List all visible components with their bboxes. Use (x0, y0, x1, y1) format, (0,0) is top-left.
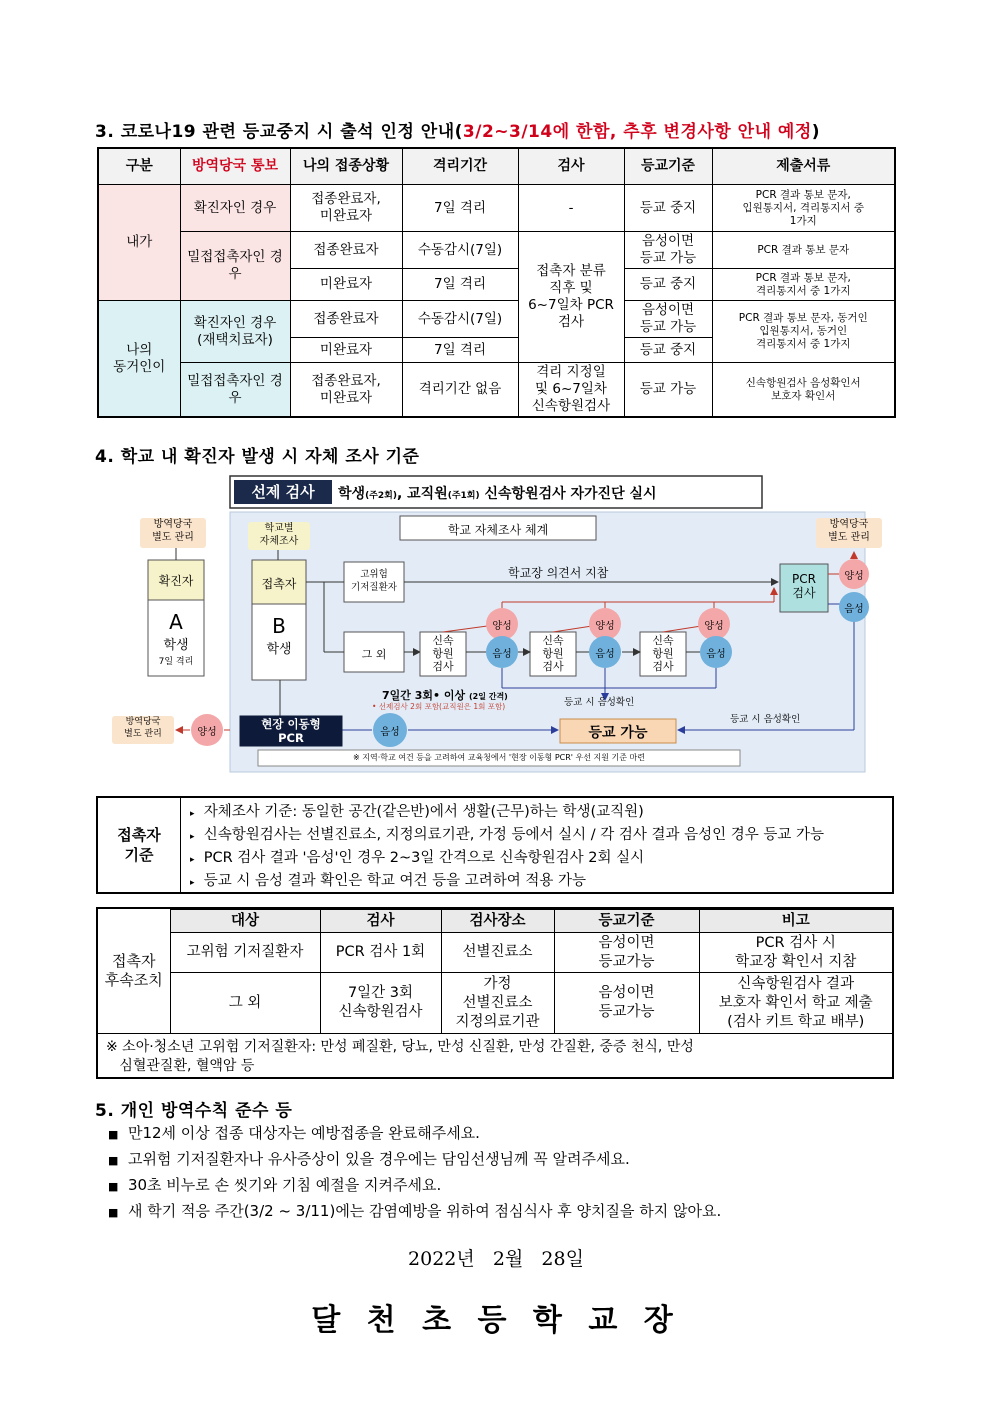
header-documents: 제출서류 (712, 148, 895, 185)
cell: 접종완료자, 미완료자 (290, 363, 402, 418)
confirm-negative-2: 등교 시 음성확인 (730, 714, 801, 725)
cell: 확진자인 경우 (재택치료자) (180, 301, 290, 363)
tag-school-survey: 학교별 자체조사 (248, 522, 310, 550)
a-days: 7일 격리 (158, 657, 194, 667)
contact-label: 접촉자 (261, 577, 297, 591)
mobile-pcr-label: 현장 이동형 PCR (261, 717, 321, 745)
confirm-negative-1: 등교 시 음성확인 (564, 697, 635, 708)
negative-2: 음성 (595, 649, 615, 660)
cell: 미완료자 (290, 338, 402, 363)
criteria-item: ▸ 자체조사 기준: 동일한 공간(같은반)에서 생활(근무)하는 학생(교직원) (190, 804, 644, 820)
header-category: 구분 (98, 148, 180, 185)
cell: 등교 중지 (624, 338, 712, 363)
cell: 음성이면 등교가능 (554, 933, 699, 973)
cell: 등교 가능 (624, 363, 712, 418)
cell: PCR 결과 통보 문자, 동거인 입원통지서, 동거인 격리통지서 중 1가지 (712, 301, 895, 363)
cell: 접종완료자, 미완료자 (290, 185, 402, 232)
include-note: • 선제검사 2회 포함(교직원은 1회 포함) (372, 702, 506, 711)
cell: - (518, 185, 624, 232)
tag-authority-top-left: 방역당국 별도 관리 (140, 518, 206, 548)
cell: 음성이면 등교 가능 (624, 232, 712, 269)
rapid-test-1: 신속 항원 검사 (432, 634, 454, 673)
positive-3: 양성 (704, 621, 724, 632)
cell: 고위험 기저질환자 (170, 933, 320, 973)
cell: PCR 결과 통보 문자, 격리통지서 중 1가지 (712, 269, 895, 301)
banner-text: 학생(주2회), 교직원(주1회) 신속항원검사 자가진단 실시 (338, 486, 657, 502)
cell: 음성이면 등교가능 (554, 973, 699, 1034)
school-ok-label: 등교 가능 (588, 725, 648, 741)
header-notice: 방역당국 통보 (180, 148, 290, 185)
negative-1: 음성 (492, 649, 512, 660)
pcr-positive: 양성 (844, 571, 864, 582)
a-letter: A (169, 610, 183, 634)
system-title: 학교 자체조사 체계 (447, 523, 549, 537)
cell: 7일 격리 (402, 269, 518, 301)
followup-header: 검사장소 (441, 910, 554, 933)
rule-item: ■ 고위험 기저질환자나 유사증상이 있을 경우에는 담임선생님께 꼭 알려주세요. (108, 1150, 630, 1168)
b-letter: B (272, 614, 286, 638)
cell: 그 외 (170, 973, 320, 1034)
section3-title: 3. 코로나19 관련 등교중지 시 출석 인정 안내(3/2~3/14에 한함, 추후 변경사항 안내 예정) (95, 122, 821, 142)
cell: 수동감시(7일) (402, 301, 518, 338)
opinion-label: 학교장 의견서 지참 (508, 566, 609, 580)
contact-criteria-box (96, 796, 894, 894)
others-label: 그 외 (361, 648, 387, 661)
cell: 음성이면 등교 가능 (624, 301, 712, 338)
header-quarantine: 격리기간 (402, 148, 518, 185)
mobile-positive: 양성 (197, 727, 217, 738)
cell: 신속항원검사 결과 보호자 확인서 학교 제출 (검사 키트 학교 배부) (699, 973, 892, 1034)
followup-header: 비고 (699, 910, 892, 933)
cell: 접촉자 분류 직후 및 6~7일차 PCR 검사 (518, 232, 624, 363)
cell: 미완료자 (290, 269, 402, 301)
pcr-negative: 음성 (844, 604, 864, 615)
followup-header: 대상 (170, 910, 320, 933)
group-housemate: 나의 동거인이 (98, 301, 180, 418)
criteria-item: ▸ 신속항원검사는 선별진료소, 지정의료기관, 가정 등에서 실시 / 각 검사 결과 음성인 경우 등교 가능 (190, 827, 825, 843)
positive-2: 양성 (595, 621, 615, 632)
section5-title: 5. 개인 방역수칙 준수 등 (95, 1101, 293, 1121)
rapid-test-3: 신속 항원 검사 (652, 634, 674, 673)
cell: 7일간 3회 신속항원검사 (320, 973, 441, 1034)
cell: PCR 검사 시 학교장 확인서 지참 (699, 933, 892, 973)
cell: PCR 결과 통보 문자, 입원통지서, 격리통지서 중 1가지 (712, 185, 895, 232)
survey-diagram (110, 474, 870, 774)
document-date: 2022년 2월 28일 (408, 1248, 584, 1270)
header-vaccination: 나의 접종상황 (290, 148, 402, 185)
cell: 접종완료자 (290, 232, 402, 269)
section4-title: 4. 학교 내 확진자 발생 시 자체 조사 기준 (95, 447, 420, 467)
diagram-footnote: ※ 지역·학교 여건 등을 고려하여 교육청에서 '현장 이동형 PCR' 우선 지원 기준 마련 (353, 753, 645, 762)
high-risk-label: 고위험 기저질환자 (351, 569, 397, 593)
banner-label: 선제 검사 (234, 480, 332, 504)
cell: 격리 지정일 및 6~7일차 신속항원검사 (518, 363, 624, 418)
b-student: 학생 (266, 642, 292, 657)
cell: 격리기간 없음 (402, 363, 518, 418)
cell: 7일 격리 (402, 185, 518, 232)
tag-authority-bottom-left: 방역당국 별도 관리 (112, 716, 174, 744)
confirmed-label: 확진자 (158, 574, 194, 588)
followup-header: 검사 (320, 910, 441, 933)
criteria-item: ▸ 등교 시 음성 결과 확인은 학교 여건 등을 고려하여 적용 가능 (190, 873, 587, 889)
pcr-label: PCR 검사 (792, 572, 816, 600)
cell: 7일 격리 (402, 338, 518, 363)
group-me: 내가 (98, 185, 180, 301)
seven-days-label: 7일간 3회• 이상 (2일 간격) (382, 689, 508, 702)
cell: PCR 검사 1회 (320, 933, 441, 973)
a-student: 학생 (163, 638, 189, 653)
cell: 접종완료자 (290, 301, 402, 338)
cell: 등교 중지 (624, 269, 712, 301)
cell: 가정 선별진료소 지정의료기관 (441, 973, 554, 1034)
positive-1: 양성 (492, 621, 512, 632)
rule-item: ■ 30초 비누로 손 씻기와 기침 예절을 지켜주세요. (108, 1176, 442, 1194)
followup-box (96, 907, 894, 1079)
cell: PCR 결과 통보 문자 (712, 232, 895, 269)
header-attendance: 등교기준 (624, 148, 712, 185)
criteria-item: ▸ PCR 검사 결과 '음성'인 경우 2~3일 간격으로 신속항원검사 2회 실시 (190, 850, 645, 866)
cell: 밀접접촉자인 경우 (180, 232, 290, 301)
followup-table (98, 909, 892, 1080)
followup-label: 접촉자 후속조치 (98, 910, 170, 1034)
cell: 확진자인 경우 (180, 185, 290, 232)
tag-authority-top-right: 방역당국 별도 관리 (816, 518, 882, 548)
followup-header: 등교기준 (554, 910, 699, 933)
cell: 밀접접촉자인 경우 (180, 363, 290, 418)
cell: 등교 중지 (624, 185, 712, 232)
rule-item: ■ 새 학기 적응 주간(3/2 ~ 3/11)에는 감염예방을 위하여 점심식사 후 양치질을 하지 않아요. (108, 1202, 722, 1220)
signature: 달 천 초 등 학 교 장 (311, 1303, 681, 1338)
header-test: 검사 (518, 148, 624, 185)
criteria-label: 접촉자 기준 (98, 798, 181, 892)
cell: 신속항원검사 음성확인서 보호자 확인서 (712, 363, 895, 418)
mobile-negative: 음성 (380, 727, 400, 738)
cell: 선별진료소 (441, 933, 554, 973)
rule-item: ■ 만12세 이상 접종 대상자는 예방접종을 완료해주세요. (108, 1124, 480, 1142)
followup-note: ※ 소아·청소년 고위험 기저질환자: 만성 폐질환, 당뇨, 만성 신질환, 만성 간질환, 중증 천식, 만성 심혈관질환, 혈액암 등 (98, 1034, 892, 1081)
attendance-table (97, 147, 896, 418)
rules-list (108, 1121, 721, 1225)
criteria-list (190, 802, 824, 894)
cell: 수동감시(7일) (402, 232, 518, 269)
negative-3: 음성 (706, 649, 726, 660)
rapid-test-2: 신속 항원 검사 (542, 634, 564, 673)
